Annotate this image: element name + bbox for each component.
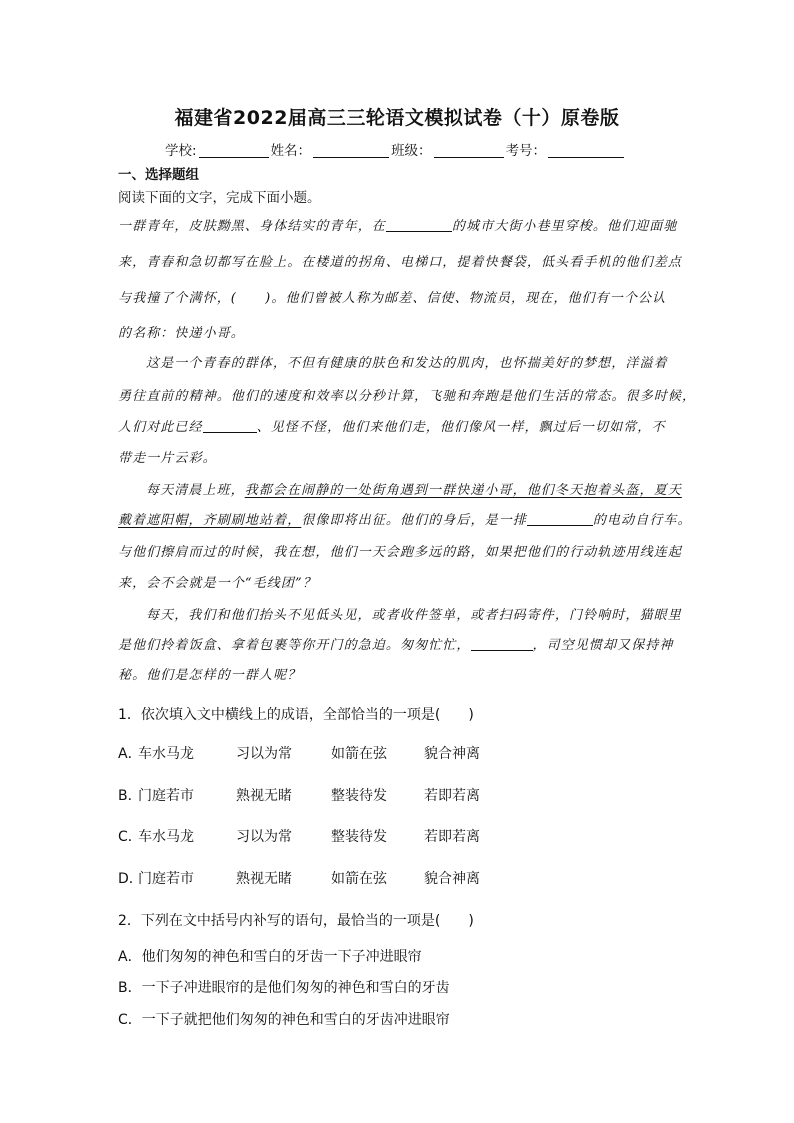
option-letter: D．: [118, 871, 143, 887]
option-term: 如箭在弦: [331, 871, 387, 887]
page-title: 福建省2022届高三三轮语文模拟试卷（十）原卷版: [174, 107, 620, 129]
passage-text: 、见怪不怪，他们来他们走，他们像风一样，飘过后一切如常，不: [256, 420, 666, 435]
passage-line: 与我撞了个满怀，( )。他们曾被人称为邮差、信使、物流员，现在，他们有一个公认: [118, 291, 667, 306]
option-term: 车水马龙: [138, 746, 194, 762]
fill-blank: [471, 637, 533, 651]
option-term: 车水马龙: [138, 829, 194, 845]
underlined-sentence: 我都会在闹静的一处街角遇到一群快递小哥，他们冬天抱着头盔，夏天: [244, 483, 682, 498]
passage-text: 是他们拎着饭盒、拿着包裹等你开门的急迫。匆匆忙忙，: [118, 638, 471, 653]
passage-line: 来，会不会就是一个“毛线团”？: [118, 576, 317, 591]
option-term: 门庭若市: [138, 788, 194, 804]
passage-line: [118, 509, 692, 528]
option-term: 貌合神离: [424, 871, 480, 887]
passage-text: ，司空见惯却又保持神: [532, 638, 674, 653]
underlined-sentence: 戴着遮阳帽，齐刷刷地站着，: [118, 513, 302, 528]
fill-blank: [203, 419, 257, 433]
option-term: 若即若离: [424, 829, 480, 845]
option-term: 整装待发: [331, 788, 387, 804]
question-1-stem: 1．依次填入文中横线上的成语，全部恰当的一项是( ): [118, 707, 474, 723]
option-term: 整装待发: [331, 829, 387, 845]
passage-text: 很像即将出征。他们的身后，是一排: [301, 513, 527, 528]
question-2-stem: 2．下列在文中括号内补写的语句，最恰当的一项是( ): [118, 913, 474, 929]
passage-line: [118, 634, 674, 653]
passage-text: 人们对此已经: [118, 420, 203, 435]
class-label: 班级：: [391, 143, 432, 159]
option-letter: A．: [118, 746, 142, 762]
passage-text: 每天清晨上班，: [146, 483, 245, 498]
school-label: 学校:: [165, 143, 197, 159]
option-term: 习以为常: [236, 829, 292, 845]
question-2-option[interactable]: A．他们匆匆的神色和雪白的牙齿一下子冲进眼帘: [118, 949, 422, 965]
exam-no-label: 考号：: [505, 143, 547, 159]
option-term: 熟视无睹: [236, 788, 292, 804]
passage-line: 秘。他们是怎样的一群人呢？: [118, 668, 302, 683]
question-1-option[interactable]: [118, 826, 480, 846]
exam-no-blank: [548, 143, 624, 158]
option-letter: C．: [118, 829, 142, 845]
passage-text: 的城市大街小巷里穿梭。他们迎面驰: [451, 219, 678, 234]
class-blank: [434, 143, 504, 158]
option-letter: B．: [118, 788, 142, 804]
option-term: 熟视无睹: [236, 871, 292, 887]
name-blank: [313, 143, 389, 158]
fill-blank: [386, 218, 452, 232]
passage-line: 的名称：快递小哥。: [118, 326, 245, 341]
exam-info-line: [165, 139, 626, 159]
passage-line: 每天，我们和他们抬头不见低头见，或者收件签单，或者扫码寄件，门铃响时，猫眼里: [146, 608, 682, 623]
passage-line: 这是一个青春的群体，不但有健康的肤色和发达的肌肉，也怀揣美好的梦想，洋溢着: [146, 356, 668, 371]
option-term: 如箭在弦: [331, 746, 387, 762]
passage-line: [118, 416, 666, 435]
passage-line: 带走一片云彩。: [118, 451, 217, 466]
passage-line: [118, 215, 678, 234]
option-term: 若即若离: [424, 788, 480, 804]
school-blank: [199, 143, 269, 158]
question-1-option[interactable]: [118, 743, 480, 763]
name-label: 姓名：: [270, 143, 312, 159]
fill-blank: [527, 512, 593, 526]
question-1-option[interactable]: [118, 868, 480, 888]
question-2-option[interactable]: C．一下子就把他们匆匆的神色和雪白的牙齿冲进眼帘: [118, 1012, 450, 1028]
passage-text: 一群青年，皮肤黝黑、身体结实的青年，在: [118, 219, 386, 234]
instruction-text: 阅读下面的文字，完成下面小题。: [118, 190, 321, 206]
option-term: 门庭若市: [138, 871, 194, 887]
passage-line: 来，青春和急切都写在脸上。在楼道的拐角、电梯口，提着快餐袋，低头看手机的他们差点: [118, 255, 683, 270]
question-1-option[interactable]: [118, 785, 480, 805]
question-2-option[interactable]: B．一下子冲进眼帘的是他们匆匆的神色和雪白的牙齿: [118, 980, 450, 996]
passage-line: 勇往直前的精神。他们的速度和效率以分秒计算，飞驰和奔跑是他们生活的常态。很多时候，: [118, 389, 697, 404]
section-heading: 一、选择题组: [118, 167, 199, 183]
passage-line: 与他们擦肩而过的时候，我在想，他们一天会跑多远的路，如果把他们的行动轨迹用线连起: [118, 545, 683, 560]
passage-line: [146, 479, 682, 498]
option-term: 貌合神离: [424, 746, 480, 762]
option-term: 习以为常: [236, 746, 292, 762]
passage-text: 的电动自行车。: [592, 513, 692, 528]
